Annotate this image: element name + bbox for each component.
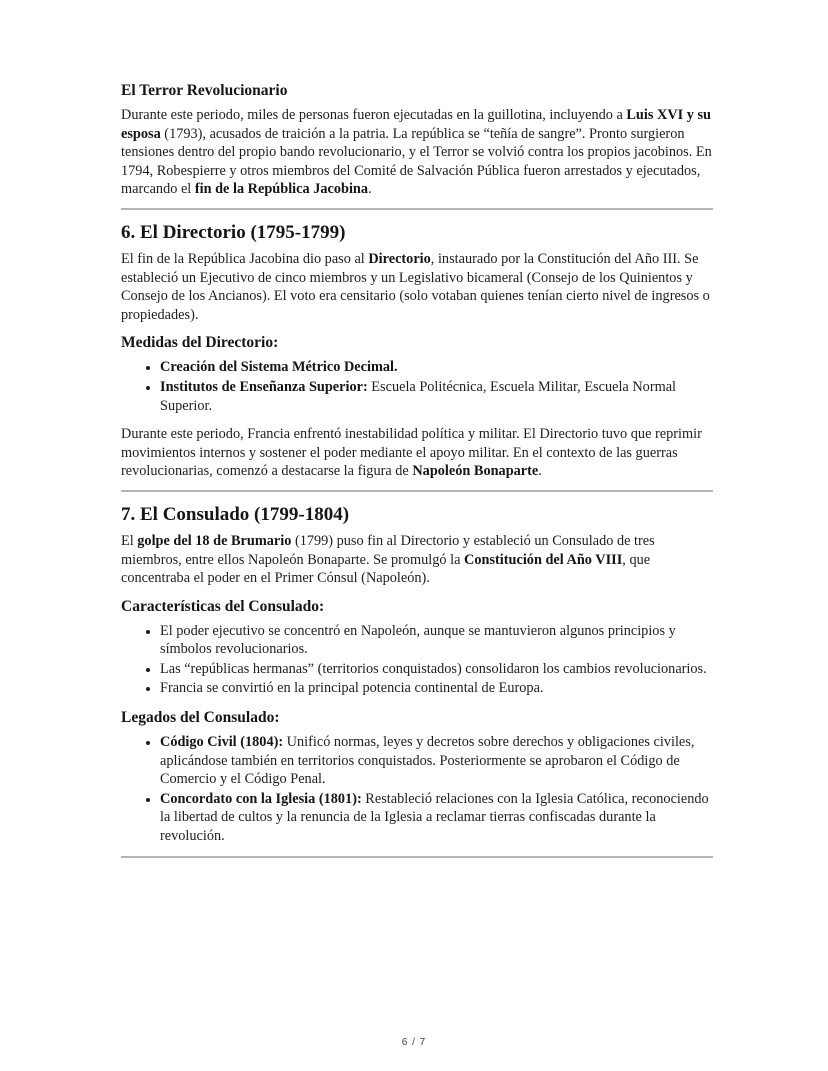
subsection-heading: Medidas del Directorio: [121,334,279,352]
text-run: , instaurado por la Constitución del Año III. Se estableció un Ejecutivo de cinco miembros y un Legislativo bicameral (Consejo de los Quinientos y Consejo de los Ancianos). El voto era censitario (solo votaban quienes tenían cierto nivel de ingresos o propiedades). [121,250,710,323]
bold-text: Napoleón Bonaparte [412,463,539,480]
text-run: Durante este periodo, Francia enfrentó inestabilidad política y militar. El Directorio tuvo que reprimir movimientos internos y sostener el poder mediante el apoyo militar. En el contexto de las guerras revolucionarias, comenzó a destacarse la figura de [121,426,702,480]
subsection-heading: Legados del Consulado: [121,709,280,727]
paragraph [121,532,713,588]
section-divider [121,208,713,210]
bullet-list [121,622,713,698]
list-item [160,660,713,679]
text-run: Francia se convirtió en la principal potencia continental de Europa. [160,680,544,697]
text-run: Unificó normas, leyes y decretos sobre derechos y obligaciones civiles, aplicándose también en territorios conquistados. Posteriormente se aprobaron el Código de Comercio y el Código Penal. [160,734,695,788]
text-run: (1799) puso fin al Directorio y estableció un Consulado de tres miembros, entre ellos Napoleón Bonaparte. Se promulgó la [121,532,655,568]
bold-text: Luis XVI y su esposa [121,107,712,142]
section-divider [121,490,713,492]
list-item [160,378,713,415]
bold-text: Constitución del Año VIII [464,551,623,568]
list-item [160,790,713,846]
page-content [121,0,713,869]
list-item [160,622,713,659]
text-run: (1793), acusados de traición a la patria. La república se “teñía de sangre”. Pronto surgieron tensiones dentro del propio bando revolucionario, y el Terror se volvió contra los propios jacobinos. En 1794, Robespierre y otros miembros del Comité de Salvación Pública fueron arrestados y ejecutados, marcando el [121,125,712,198]
section-divider [121,856,713,858]
text-run: Las “repúblicas hermanas” (territorios conquistados) consolidaron los cambios revolucionarios. [160,660,707,677]
text-run: , que concentraba el poder en el Primer Cónsul (Napoleón). [121,551,651,587]
list-item [160,733,713,789]
list-item [160,358,713,377]
subsection-heading: Características del Consulado: [121,597,325,615]
section-heading: 6. El Directorio (1795-1799) [121,221,346,243]
bold-text: golpe del 18 de Brumario [137,532,292,549]
bold-text: fin de la República Jacobina [194,181,369,198]
text-run: El [121,532,138,549]
bold-text: Institutos de Enseñanza Superior: [160,378,368,395]
text-run: Restableció relaciones con la Iglesia Católica, reconociendo la libertad de cultos y la renuncia de la Iglesia a reclamar tierras confiscadas durante la revolución. [160,790,709,845]
text-run: . [368,181,372,198]
paragraph [121,250,713,324]
bullet-list [121,358,713,415]
bold-text: Código Civil (1804): [160,734,284,751]
bullet-list [121,733,713,846]
text-run: . [538,463,542,480]
paragraph [121,425,713,481]
bold-text: Concordato con la Iglesia (1801): [160,790,362,807]
bold-text: Directorio [368,250,431,267]
bold-text: Creación del Sistema Métrico Decimal. [160,359,398,376]
text-run: El poder ejecutivo se concentró en Napoleón, aunque se mantuvieron algunos principios y símbolos revolucionarios. [160,622,676,658]
text-run: El fin de la República Jacobina dio paso al [121,250,369,267]
paragraph [121,106,713,199]
subsection-heading: El Terror Revolucionario [121,82,288,99]
page-number: 6 / 7 [401,1037,427,1048]
text-run: Escuela Politécnica, Escuela Militar, Escuela Normal Superior. [160,378,677,414]
section-heading: 7. El Consulado (1799-1804) [121,503,350,525]
text-run: Durante este periodo, miles de personas fueron ejecutadas en la guillotina, incluyendo a [121,107,627,123]
list-item [160,679,713,698]
